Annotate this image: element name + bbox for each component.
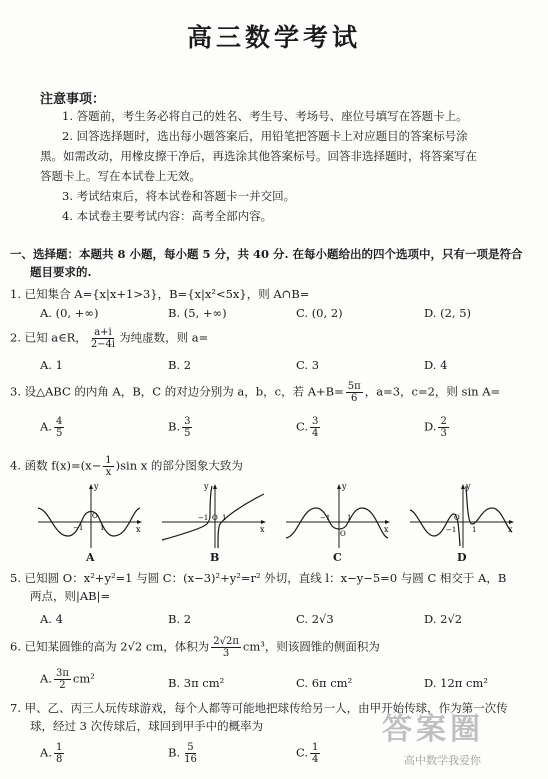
notice-item-2-cont: 黑。如需改动，用橡皮擦干净后，再选涂其他答案标号。回答非选择题时，将答案写在: [40, 149, 477, 163]
q7-option-b: [168, 742, 201, 765]
q3-option-b-num: 3: [184, 416, 191, 427]
q2-fraction: [89, 327, 117, 350]
q7-option-c-letter: C.: [296, 745, 309, 760]
q6-option-a-unit: cm²: [72, 671, 95, 686]
question-7-stem-cont: 球，经过 3 次传球后，球回到甲手中的概率为: [30, 719, 264, 733]
question-5-stem: 5. 已知圆 O：x²+y²=1 与圆 C：(x−3)²+y²=r² 外切，直线 l：x−y−5=0 与圆 C 相交于 A，B: [10, 571, 507, 585]
q3-option-d-letter: D.: [424, 419, 437, 434]
notice-item-2-end: 答题卡上。写在本试卷上无效。: [40, 169, 201, 183]
exam-title: 高三数学考试: [186, 23, 361, 52]
q7-option-a-letter: A.: [40, 745, 52, 760]
svg-text:1: 1: [472, 526, 477, 534]
q4-graph-a: [36, 480, 146, 550]
svg-text:O: O: [212, 514, 218, 522]
svg-text:x: x: [508, 525, 513, 534]
q4-graph-c: [284, 480, 394, 550]
q3-option-a-letter: A.: [40, 419, 52, 434]
q1-option-b: B. (5, +∞): [168, 306, 227, 320]
question-3-stem: [10, 381, 500, 404]
q3-option-c-letter: C.: [296, 419, 309, 434]
svg-text:y: y: [466, 482, 471, 491]
q3-option-b: [168, 416, 194, 439]
q6-stem-pre: 6. 已知某圆锥的高为 2√2 cm，体积为: [10, 639, 210, 654]
q2-option-c: C. 3: [296, 358, 320, 372]
q6-fraction-num: 2√2π: [213, 636, 239, 647]
q3-stem-pre: 3. 设△ABC 的内角 A，B，C 的对边分别为 a，b，c，若 A+B=: [10, 384, 344, 399]
q3-fraction-num: 5π: [347, 381, 361, 392]
notice-item-3: 3. 考试结束后，将本试卷和答题卡一并交回。: [62, 189, 296, 203]
watermark-logo: 答案圈: [382, 712, 484, 747]
q4-label-a: A: [86, 551, 95, 564]
q3-option-d-den: 3: [440, 428, 447, 439]
q5-option-b: B. 2: [168, 612, 192, 626]
svg-text:y: y: [204, 482, 209, 491]
q6-option-d: D. 12π cm²: [424, 676, 488, 690]
q3-option-a: [40, 416, 66, 439]
q4-stem-post: )sin x 的部分图象大致为: [115, 458, 243, 473]
q3-option-c-num: 3: [312, 416, 319, 427]
q4-graph-d: [408, 480, 518, 550]
q6-option-a-letter: A.: [40, 671, 52, 686]
q6-option-b: B. 3π cm²: [168, 676, 225, 690]
notice-item-4: 4. 本试卷主要考试内容：高考全部内容。: [62, 209, 273, 223]
q2-option-b: B. 2: [168, 358, 192, 372]
svg-text:y: y: [342, 482, 347, 491]
q6-fraction-den: 3: [222, 648, 230, 659]
q2-option-d: D. 4: [424, 358, 448, 372]
q2-fraction-num: a+i: [94, 327, 112, 338]
q6-option-a-num: 3π: [55, 668, 69, 679]
question-1-stem: 1. 已知集合 A={x|x+1>3}，B={x|x²<5x}，则 A∩B=: [10, 287, 310, 301]
q1-option-d: D. (2, 5): [424, 306, 472, 320]
notice-item-1: 1. 答题前，考生务必将自己的姓名、考生号、考场号、座位号填写在答题卡上。: [62, 109, 468, 123]
svg-text:O: O: [340, 530, 346, 538]
section-heading-cont: 题目要求的.: [30, 265, 92, 279]
q6-option-a: [40, 668, 95, 691]
q1-option-a: A. (0, +∞): [40, 306, 99, 320]
svg-text:x: x: [136, 525, 141, 534]
q6-fraction: [211, 636, 241, 659]
q7-option-b-letter: B.: [168, 745, 181, 760]
q5-option-a: A. 4: [40, 612, 63, 626]
q2-stem-post: 为纯虚数，则 a=: [119, 330, 209, 345]
q4-fraction: [103, 455, 113, 478]
q3-fraction: [346, 381, 363, 404]
q3-option-a-num: 4: [55, 416, 63, 427]
question-7-stem: 7. 甲、乙、丙三人玩传球游戏，每个人都等可能地把球传给另一人，由甲开始传球，作为第一次传: [10, 701, 508, 715]
q2-fraction-den: 2−4i: [90, 339, 116, 350]
q4-label-d: D: [457, 551, 467, 564]
question-4-stem: [10, 455, 243, 478]
q7-option-c-den: 4: [312, 754, 319, 765]
q7-option-b-den: 16: [184, 754, 197, 765]
q3-option-b-den: 5: [184, 428, 191, 439]
watermark-caption: 高中数学我爱你: [404, 754, 481, 767]
q2-stem-pre: 2. 已知 a∈R，: [10, 330, 87, 345]
q7-option-a-num: 1: [55, 742, 63, 753]
svg-text:1: 1: [347, 514, 352, 522]
svg-text:x: x: [260, 525, 265, 534]
q7-option-c: [296, 742, 322, 765]
q4-fraction-num: 1: [105, 455, 112, 466]
q6-option-a-den: 2: [59, 680, 66, 691]
svg-text:−1: −1: [198, 514, 209, 522]
q3-option-d: [424, 416, 451, 439]
q3-option-c: [296, 416, 322, 439]
q7-option-a-den: 8: [55, 754, 63, 765]
svg-text:x: x: [384, 525, 389, 534]
svg-text:O: O: [454, 514, 460, 522]
q4-fraction-den: x: [105, 467, 112, 478]
q1-option-c: C. (0, 2): [296, 306, 343, 320]
q6-option-c: C. 6π cm²: [296, 676, 353, 690]
q4-label-b: B: [210, 551, 220, 564]
q4-stem-pre: 4. 函数 f(x)=(x−: [10, 458, 102, 473]
q6-stem-post: cm³，则该圆锥的侧面积为: [242, 639, 380, 654]
q2-option-a: A. 1: [40, 358, 63, 372]
question-6-stem: [10, 636, 380, 659]
q7-option-b-num: 5: [187, 742, 194, 753]
q4-graph-b: [160, 480, 270, 550]
svg-text:y: y: [94, 482, 99, 491]
q5-option-d: D. 2√2: [424, 612, 463, 626]
q5-option-c: C. 2√3: [296, 612, 334, 626]
q3-option-d-num: 2: [440, 416, 447, 427]
question-5-stem-cont: 两点，则|AB|=: [30, 589, 111, 603]
svg-text:1: 1: [222, 514, 227, 522]
q3-option-c-den: 4: [312, 428, 319, 439]
q7-option-a: [40, 742, 66, 765]
q3-fraction-den: 6: [351, 393, 358, 404]
notice-heading: 注意事项：: [40, 92, 106, 107]
q3-option-a-den: 5: [55, 428, 63, 439]
svg-text:−1: −1: [73, 524, 84, 532]
q7-option-c-num: 1: [312, 742, 319, 753]
section-heading: 一、选择题：本题共 8 小题，每小题 5 分，共 40 分. 在每小题给出的四个选项中，只有一项是符合: [10, 247, 523, 261]
svg-text:−1: −1: [446, 526, 457, 534]
question-2-stem: [10, 327, 208, 350]
notice-item-2: 2. 回答选择题时，选出每小题答案后，用铅笔把答题卡上对应题目的答案标号涂: [62, 129, 468, 143]
svg-text:O: O: [92, 512, 98, 520]
q4-label-c: C: [333, 551, 342, 564]
svg-text:−1: −1: [320, 514, 331, 522]
q3-stem-post: ，a=3，c=2，则 sin A=: [364, 384, 501, 399]
q3-option-b-letter: B.: [168, 419, 181, 434]
svg-text:1: 1: [100, 524, 105, 532]
